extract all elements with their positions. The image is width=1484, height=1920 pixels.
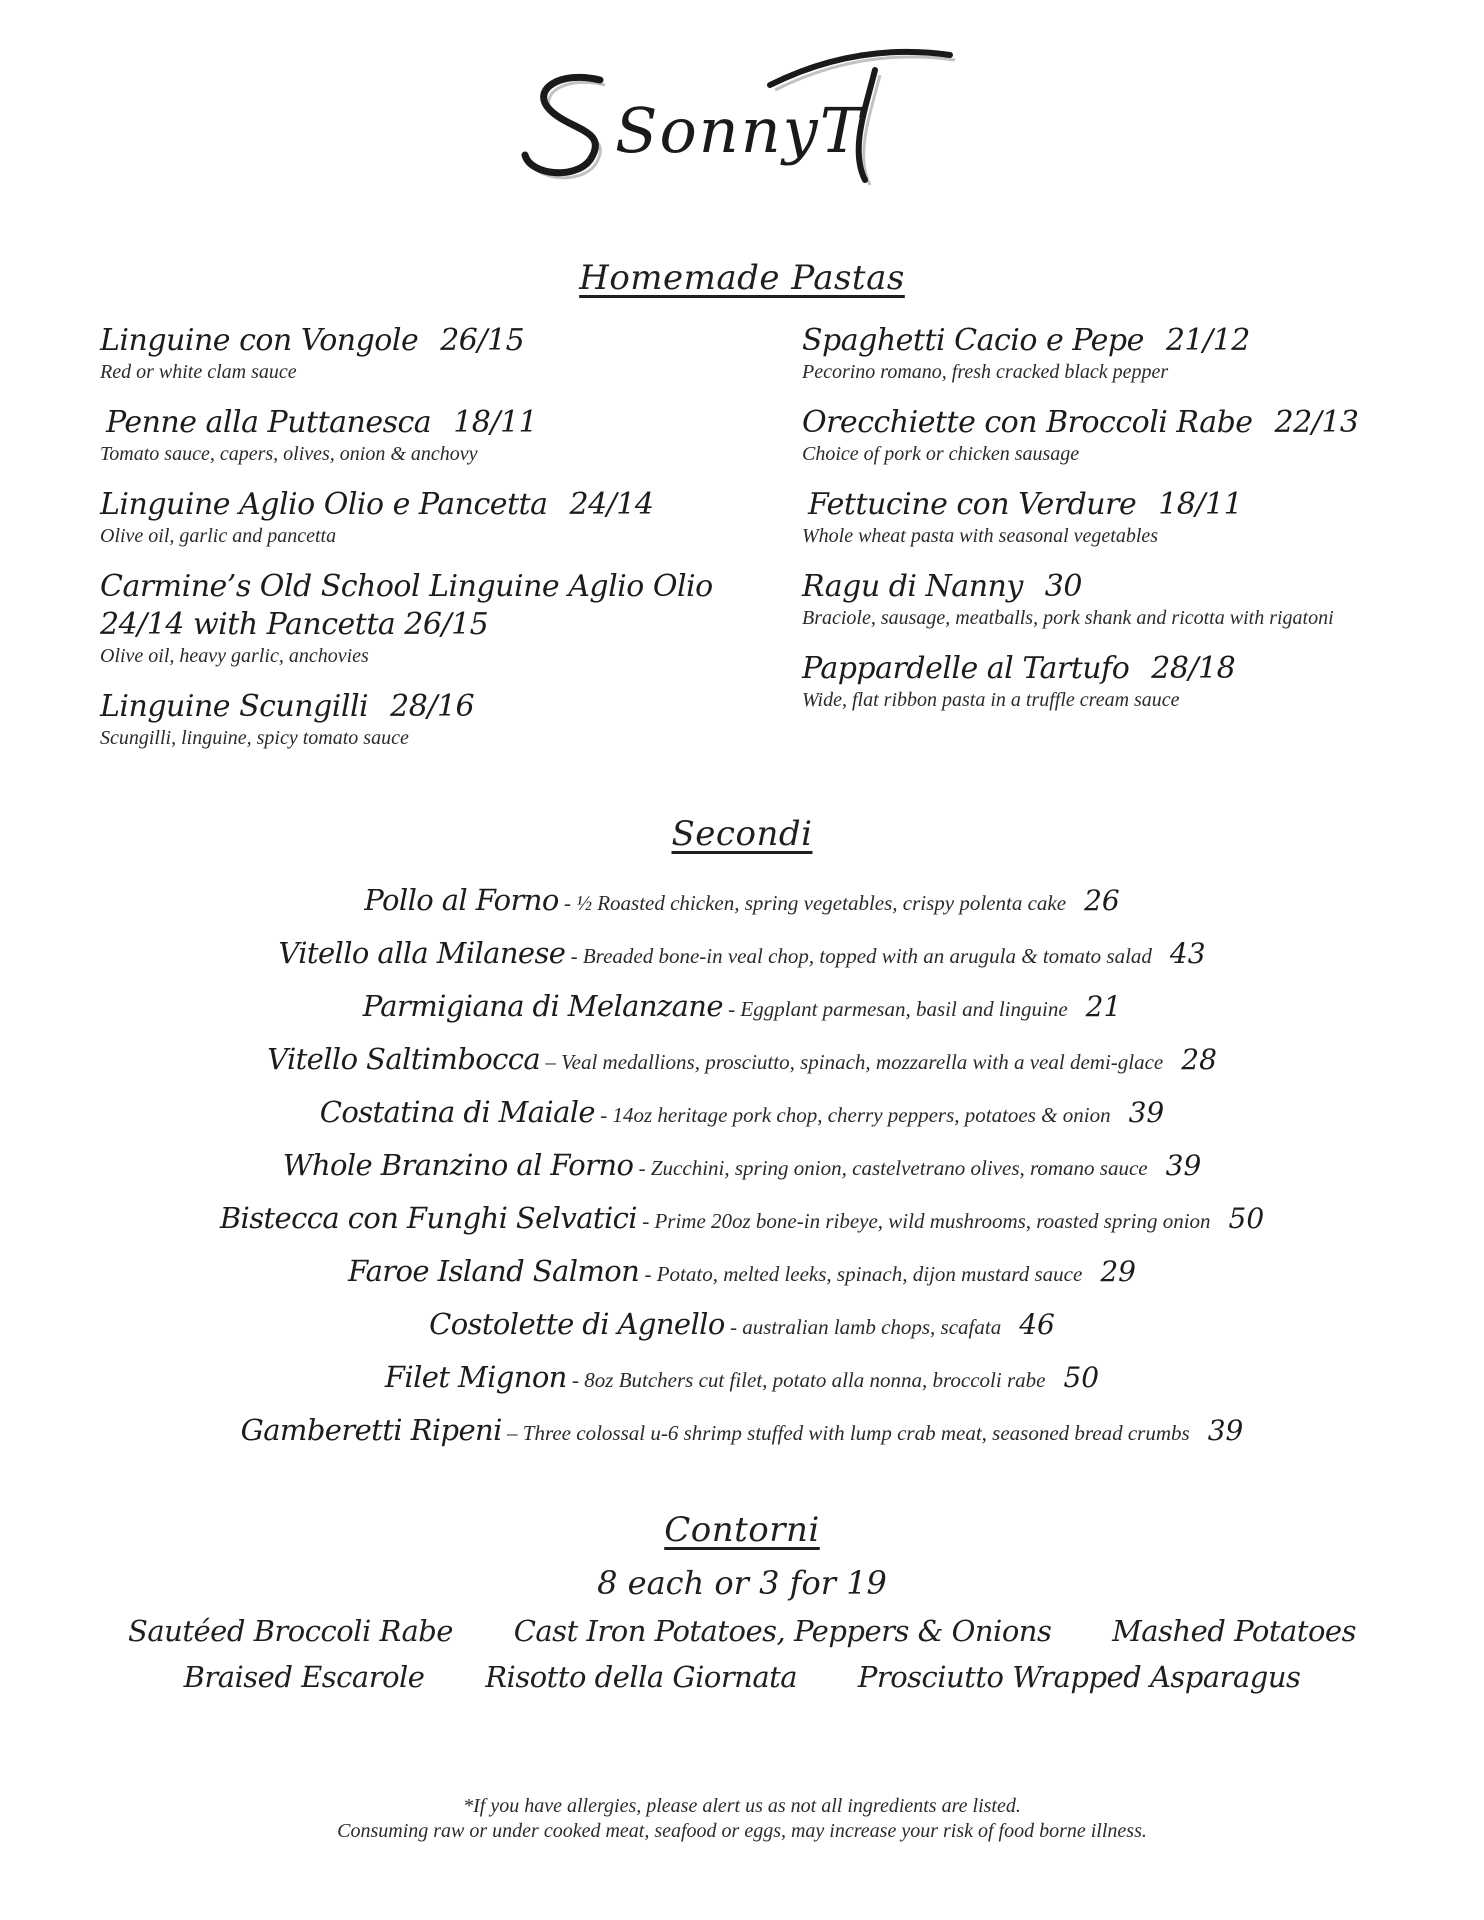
secondi-name: Bistecca con Funghi Selvatici — [219, 1201, 637, 1235]
pasta-item — [100, 404, 800, 466]
pastas-right-column — [802, 322, 1422, 732]
secondi-list — [0, 874, 1484, 1457]
pasta-description: Choice of pork or chicken sausage — [802, 443, 1080, 465]
pasta-price: 30 — [1044, 569, 1082, 604]
secondi-price: 43 — [1169, 937, 1206, 970]
pasta-item — [100, 688, 800, 750]
secondi-item — [0, 1351, 1484, 1404]
secondi-description: Breaded bone-in veal chop, topped with an arugula & tomato salad — [582, 944, 1152, 968]
contorni-item: Risotto della Giornata — [485, 1660, 798, 1694]
pasta-name: Carmine’s Old School Linguine Aglio Olio 24/14 with Pancetta 26/15 — [100, 569, 713, 642]
secondi-name: Vitello alla Milanese — [278, 936, 566, 970]
secondi-separator: – — [501, 1421, 523, 1445]
secondi-separator: - — [558, 891, 577, 915]
secondi-name: Filet Mignon — [384, 1360, 567, 1394]
secondi-price: 26 — [1084, 884, 1120, 917]
pasta-name: Penne alla Puttanesca — [106, 405, 432, 440]
contorni-section-title: Contorni — [664, 1510, 820, 1550]
secondi-item — [0, 1298, 1484, 1351]
pasta-item — [802, 404, 1422, 466]
contorni-row-1 — [0, 1614, 1484, 1648]
pasta-name: Spaghetti Cacio e Pepe — [802, 323, 1144, 358]
pasta-price: 28/16 — [390, 689, 475, 724]
pasta-item — [802, 650, 1422, 712]
pasta-name: Fettucine con Verdure — [808, 487, 1137, 522]
pasta-price: 18/11 — [453, 405, 538, 440]
pasta-name: Orecchiette con Broccoli Rabe — [802, 405, 1253, 440]
disclaimer-line-1: *If you have allergies, please alert us as not all ingredients are listed. — [463, 1795, 1021, 1817]
pasta-name: Linguine con Vongole — [100, 323, 419, 358]
secondi-description: Prime 20oz bone-in ribeye, wild mushrooms, roasted spring onion — [654, 1209, 1211, 1233]
secondi-price: 39 — [1128, 1096, 1165, 1129]
secondi-item — [0, 1139, 1484, 1192]
secondi-description: 8oz Butchers cut filet, potato alla nonna, broccoli rabe — [584, 1368, 1046, 1392]
pasta-price: 18/11 — [1158, 487, 1243, 522]
pasta-item — [802, 322, 1422, 384]
secondi-price: 39 — [1165, 1149, 1202, 1182]
contorni-item: Braised Escarole — [183, 1660, 425, 1694]
pasta-description: Braciole, sausage, meatballs, pork shank and ricotta with rigatoni — [802, 607, 1334, 629]
secondi-name: Faroe Island Salmon — [348, 1254, 640, 1288]
secondi-item — [0, 1192, 1484, 1245]
secondi-price: 39 — [1207, 1414, 1244, 1447]
secondi-description: ½ Roasted chicken, spring vegetables, crispy polenta cake — [576, 891, 1067, 915]
contorni-item: Prosciutto Wrapped Asparagus — [857, 1660, 1301, 1694]
secondi-price: 29 — [1100, 1255, 1136, 1288]
secondi-item — [0, 980, 1484, 1033]
secondi-item — [0, 874, 1484, 927]
secondi-name: Pollo al Forno — [364, 883, 559, 917]
secondi-item — [0, 1404, 1484, 1457]
pasta-item — [802, 486, 1422, 548]
secondi-separator: - — [639, 1262, 657, 1286]
secondi-price: 21 — [1085, 990, 1122, 1023]
pasta-description: Scungilli, linguine, spicy tomato sauce — [100, 727, 409, 749]
logo-text: SonnyT — [615, 94, 864, 167]
pasta-price: 26/15 — [440, 323, 525, 358]
secondi-name: Costatina di Maiale — [319, 1095, 595, 1129]
logo-script-mark — [520, 40, 960, 200]
secondi-separator: – — [540, 1050, 562, 1074]
pasta-name: Linguine Scungilli — [100, 689, 369, 724]
secondi-name: Whole Branzino al Forno — [282, 1148, 634, 1182]
pasta-name: Ragu di Nanny — [802, 569, 1023, 604]
pasta-description: Whole wheat pasta with seasonal vegetables — [802, 525, 1159, 547]
restaurant-logo — [520, 40, 960, 200]
secondi-separator: - — [566, 1368, 585, 1392]
pasta-item — [802, 568, 1422, 630]
contorni-row-2 — [0, 1660, 1484, 1694]
pasta-price: 22/13 — [1274, 405, 1359, 440]
secondi-description: Potato, melted leeks, spinach, dijon mustard sauce — [656, 1262, 1083, 1286]
secondi-name: Parmigiana di Melanzane — [362, 989, 723, 1023]
pasta-item — [100, 322, 800, 384]
secondi-separator: - — [633, 1156, 651, 1180]
secondi-description: Eggplant parmesan, basil and linguine — [740, 997, 1068, 1021]
secondi-name: Gamberetti Ripeni — [240, 1413, 502, 1447]
pasta-description: Olive oil, garlic and pancetta — [100, 525, 337, 547]
secondi-description: Veal medallions, prosciutto, spinach, mozzarella with a veal demi-glace — [561, 1050, 1164, 1074]
secondi-name: Vitello Saltimbocca — [267, 1042, 541, 1076]
secondi-separator: - — [636, 1209, 655, 1233]
secondi-item — [0, 1086, 1484, 1139]
secondi-description: Zucchini, spring onion, castelvetrano olives, romano sauce — [650, 1156, 1148, 1180]
secondi-separator: - — [724, 1315, 743, 1339]
secondi-separator: - — [595, 1103, 613, 1127]
pasta-price: 24/14 — [569, 487, 654, 522]
pasta-description: Olive oil, heavy garlic, anchovies — [100, 645, 369, 667]
secondi-price: 46 — [1019, 1308, 1055, 1341]
secondi-price: 50 — [1228, 1202, 1265, 1235]
pasta-name: Linguine Aglio Olio e Pancetta — [100, 487, 548, 522]
disclaimer-line-2: Consuming raw or under cooked meat, seafood or eggs, may increase your risk of food borne illness. — [337, 1820, 1147, 1842]
contorni-item: Mashed Potatoes — [1112, 1614, 1356, 1648]
pasta-price: 21/12 — [1165, 323, 1250, 358]
secondi-item — [0, 927, 1484, 980]
pasta-name: Pappardelle al Tartufo — [802, 651, 1130, 686]
secondi-name: Costolette di Agnello — [429, 1307, 725, 1341]
pastas-section-title: Homemade Pastas — [579, 258, 905, 298]
allergy-disclaimer — [0, 1794, 1484, 1844]
pasta-description: Tomato sauce, capers, olives, onion & anchovy — [100, 443, 478, 465]
secondi-section-title: Secondi — [671, 814, 813, 854]
contorni-item: Sautéed Broccoli Rabe — [128, 1614, 453, 1648]
secondi-separator: - — [565, 944, 583, 968]
pasta-description: Wide, flat ribbon pasta in a truffle cream sauce — [802, 689, 1180, 711]
secondi-price: 50 — [1063, 1361, 1100, 1394]
contorni-item: Cast Iron Potatoes, Peppers & Onions — [513, 1614, 1052, 1648]
secondi-description: 14oz heritage pork chop, cherry peppers, potatoes & onion — [612, 1103, 1111, 1127]
secondi-price: 28 — [1181, 1043, 1217, 1076]
pasta-description: Pecorino romano, fresh cracked black pepper — [802, 361, 1169, 383]
pasta-description: Red or white clam sauce — [100, 361, 297, 383]
pasta-item — [100, 568, 800, 668]
contorni-pricing: 8 each or 3 for 19 — [597, 1564, 887, 1602]
secondi-description: australian lamb chops, scafata — [742, 1315, 1002, 1339]
secondi-description: Three colossal u-6 shrimp stuffed with lump crab meat, seasoned bread crumbs — [522, 1421, 1190, 1445]
pasta-price: 28/18 — [1151, 651, 1236, 686]
secondi-item — [0, 1245, 1484, 1298]
secondi-item — [0, 1033, 1484, 1086]
pastas-left-column — [100, 322, 800, 770]
pasta-item — [100, 486, 800, 548]
secondi-separator: - — [722, 997, 741, 1021]
